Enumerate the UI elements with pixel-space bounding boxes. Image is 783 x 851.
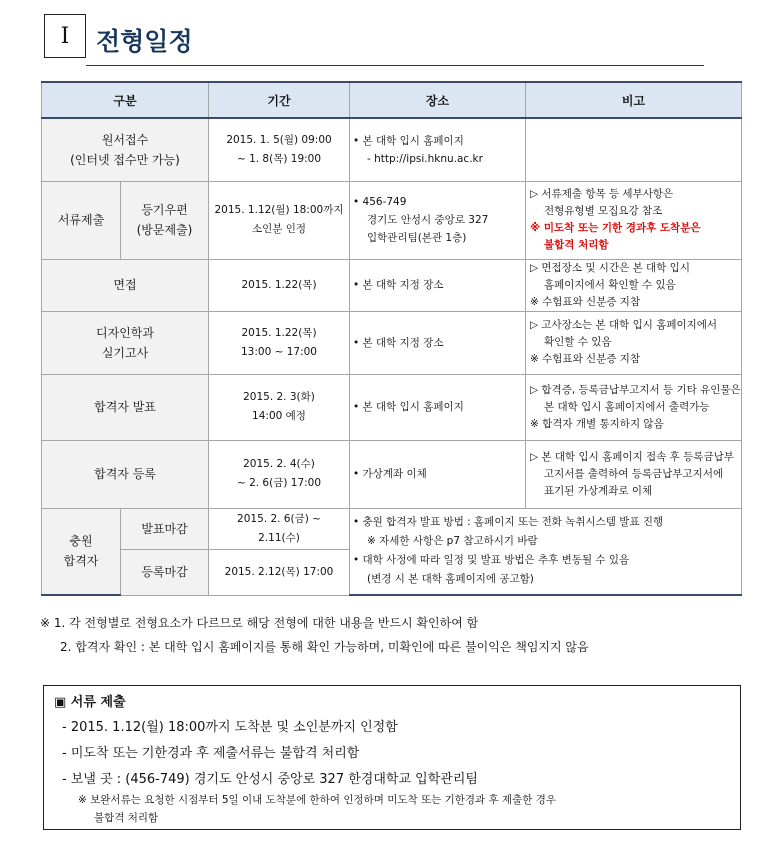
table-row (42, 311, 742, 374)
category-cell: 원서접수 (인터넷 접수만 가능) (42, 118, 209, 181)
document-submission-box (43, 685, 741, 830)
header-period: 기간 (209, 82, 350, 118)
subcategory-cell: 등록마감 (121, 549, 209, 595)
table-row (42, 259, 742, 311)
table-row (42, 440, 742, 508)
period-cell: 2015. 2. 3(화) 14:00 예정 (209, 374, 350, 440)
section-number-box (44, 14, 86, 58)
location-cell: • 본 대학 입시 홈페이지 (350, 374, 526, 440)
page-title: 전형일정 (96, 27, 193, 56)
location-cell: • 456-749 경기도 안성시 중앙로 327 입학관리팀(본관 1층) (350, 181, 526, 259)
period-cell: 2015. 1.12(월) 18:00까지 소인분 인정 (209, 181, 350, 259)
header-remarks: 비고 (526, 82, 742, 118)
period-cell: 2015. 2. 6(금) ~ 2.11(수) (209, 508, 350, 549)
location-cell: • 가상계좌 이체 (350, 440, 526, 508)
period-cell: 2015. 1.22(목) 13:00 ~ 17:00 (209, 311, 350, 374)
box-item: - 보낼 곳 : (456-749) 경기도 안성시 중앙로 327 한경대학교 입학관리팀 (62, 772, 478, 787)
footnote-1: ※ 1. 각 전형별로 전형요소가 다르므로 해당 전형에 대한 내용을 반드시 확인하여 함 (40, 616, 479, 630)
period-cell: 2015. 2.12(목) 17:00 (209, 549, 350, 595)
subcategory-cell: 등기우편 (방문제출) (121, 181, 209, 259)
table-row (42, 374, 742, 440)
category-cell: 합격자 발표 (42, 374, 209, 440)
location-cell: • 본 대학 지정 장소 (350, 311, 526, 374)
remarks-cell: ▷ 서류제출 항목 등 세부사항은 전형유형별 모집요강 참조 ※ 미도착 또는 기한 경과후 도착분은 불합격 처리함 (526, 181, 742, 259)
subcategory-cell: 발표마감 (121, 508, 209, 549)
table-row (42, 118, 742, 181)
remarks-cell (526, 118, 742, 181)
category-cell: 충원 합격자 (42, 508, 121, 595)
remarks-cell: ▷ 본 대학 입시 홈페이지 접속 후 등록금납부 고지서를 출력하여 등록금납부고지서에 표기된 가상계좌로 이체 (526, 440, 742, 508)
table-header-row (42, 82, 742, 118)
category-cell: 합격자 등록 (42, 440, 209, 508)
box-item: - 2015. 1.12(월) 18:00까지 도착분 및 소인분까지 인정함 (62, 720, 398, 735)
location-cell: • 충원 합격자 발표 방법 : 홈페이지 또는 전화 녹취시스템 발표 진행 ※ 자세한 사항은 p7 참고하시기 바람 • 대학 사정에 따라 일정 및 발표 방법은 추후 변동될 수 있음 (변경 시 본 대학 홈페이지에 공고함) (350, 508, 742, 595)
remarks-cell: ▷ 면접장소 및 시간은 본 대학 입시 홈페이지에서 확인할 수 있음 ※ 수험표와 신분증 지참 (526, 259, 742, 311)
period-cell: 2015. 1.22(목) (209, 259, 350, 311)
header-location: 장소 (350, 82, 526, 118)
box-item: - 미도착 또는 기한경과 후 제출서류는 불합격 처리함 (62, 746, 360, 761)
section-number: I (60, 23, 70, 49)
box-note-cont: 불합격 처리함 (94, 812, 159, 824)
table-row (42, 508, 742, 549)
category-cell: 서류제출 (42, 181, 121, 259)
location-cell: • 본 대학 지정 장소 (350, 259, 526, 311)
box-note: ※ 보완서류는 요청한 시점부터 5일 이내 도착분에 한하여 인정하며 미도착 또는 기한경과 후 제출한 경우 (78, 794, 557, 806)
category-cell: 면접 (42, 259, 209, 311)
category-cell: 디자인학과 실기고사 (42, 311, 209, 374)
title-underline (86, 65, 704, 66)
footnote-2: 2. 합격자 확인 : 본 대학 입시 홈페이지를 통해 확인 가능하며, 미확인에 따른 불이익은 책임지지 않음 (60, 640, 589, 654)
period-cell: 2015. 1. 5(월) 09:00 ~ 1. 8(목) 19:00 (209, 118, 350, 181)
box-title: ▣ 서류 제출 (54, 695, 126, 710)
table-row (42, 181, 742, 259)
remarks-cell: ▷ 고사장소는 본 대학 입시 홈페이지에서 확인할 수 있음 ※ 수험표와 신분증 지참 (526, 311, 742, 374)
schedule-table (41, 81, 742, 596)
remarks-cell: ▷ 합격증, 등록금납부고지서 등 기타 유인물은 본 대학 입시 홈페이지에서 출력가능 ※ 합격자 개별 통지하지 않음 (526, 374, 742, 440)
location-cell: • 본 대학 입시 홈페이지 - http://ipsi.hknu.ac.kr (350, 118, 526, 181)
period-cell: 2015. 2. 4(수) ~ 2. 6(금) 17:00 (209, 440, 350, 508)
header-category: 구분 (42, 82, 209, 118)
